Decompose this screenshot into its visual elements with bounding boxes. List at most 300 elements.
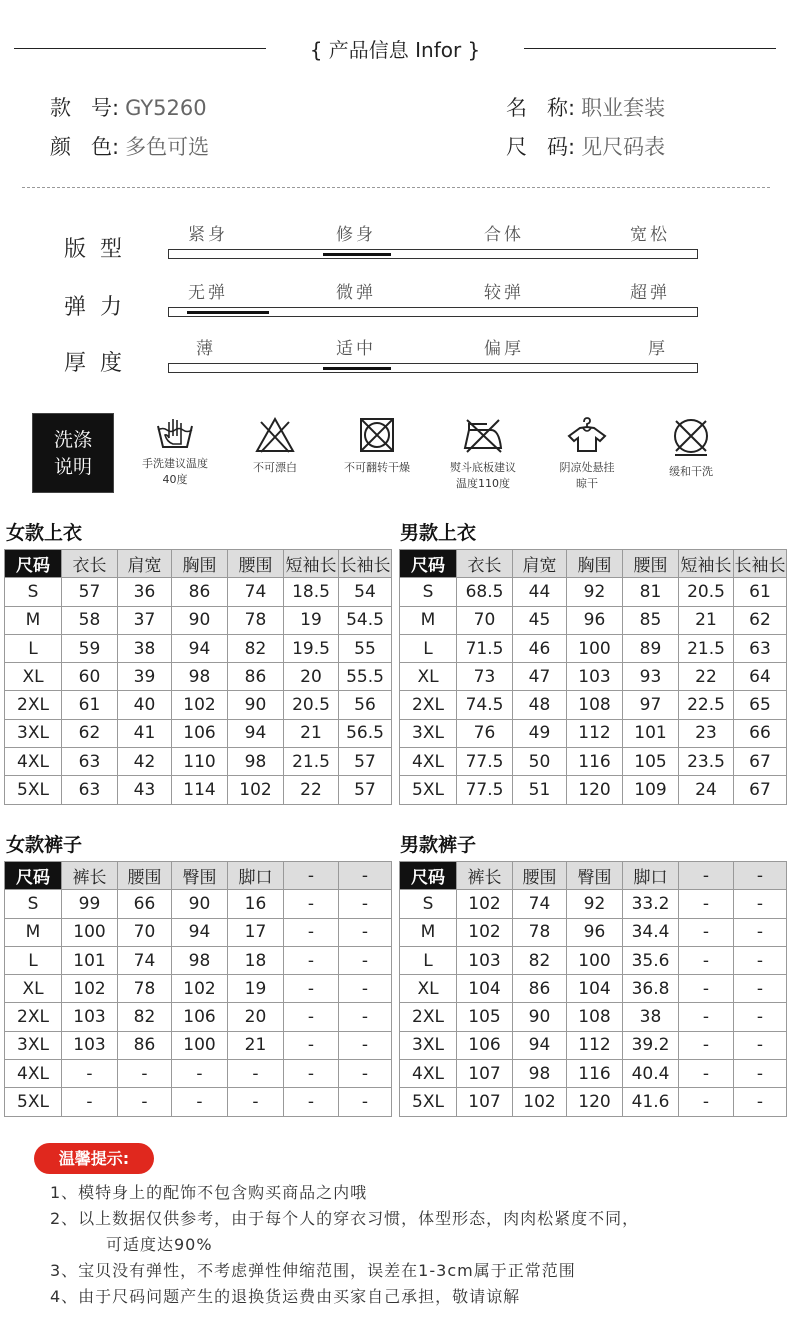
table-row <box>400 1003 787 1031</box>
attr-scale-bar-elasticity <box>168 307 698 317</box>
attr-scale-bar-fit <box>168 249 698 259</box>
hand-wash-icon <box>155 416 195 450</box>
size-label: 尺 码: <box>506 135 576 159</box>
table-cell: 38 <box>623 1003 679 1031</box>
table-cell: 103 <box>567 663 623 691</box>
column-header: 尺码 <box>400 550 457 578</box>
attr-option-fit-2: 合体 <box>484 225 524 245</box>
style-number-label: 款 号: <box>50 96 120 120</box>
table-cell: 109 <box>623 776 679 804</box>
table-cell: 56.5 <box>339 719 392 747</box>
column-header: 短袖长 <box>284 550 339 578</box>
table-row <box>5 918 392 946</box>
table-cell: 57 <box>339 748 392 776</box>
column-header: - <box>339 862 392 890</box>
attr-option-thickness-2: 偏厚 <box>484 339 524 359</box>
attr-label-thickness: 厚度 <box>64 351 137 376</box>
table-cell: 37 <box>118 606 172 634</box>
care-iron-line2: 温度110度 <box>456 477 510 490</box>
table-row <box>5 663 392 691</box>
table-cell: 5XL <box>5 776 62 804</box>
table-cell: 89 <box>623 634 679 662</box>
column-header: 长袖长 <box>734 550 787 578</box>
column-header: 肩宽 <box>118 550 172 578</box>
gentle-dry-clean-icon <box>670 416 712 458</box>
attr-option-elasticity-2: 较弹 <box>484 283 524 303</box>
table-cell: - <box>679 1003 734 1031</box>
women-top-size-table <box>4 549 392 805</box>
table-cell: S <box>400 890 457 918</box>
table-cell: - <box>284 890 339 918</box>
table-cell: 102 <box>457 918 513 946</box>
table-cell: 81 <box>623 578 679 606</box>
table-cell: XL <box>400 975 457 1003</box>
table-cell: - <box>339 1003 392 1031</box>
tip-line-3: 3、宝贝没有弹性，不考虑弹性伸缩范围，误差在1-3cm属于正常范围 <box>50 1261 576 1280</box>
table-cell: 116 <box>567 1060 623 1088</box>
table-cell: 22 <box>284 776 339 804</box>
style-number-row <box>50 92 207 122</box>
table-header-row <box>400 550 787 578</box>
column-header: 尺码 <box>400 862 457 890</box>
table-cell: 44 <box>513 578 567 606</box>
table-cell: - <box>339 1088 392 1116</box>
table-cell: 110 <box>172 748 228 776</box>
table-cell: 114 <box>172 776 228 804</box>
product-name-label: 名 称: <box>506 96 576 120</box>
table-header-row <box>5 862 392 890</box>
table-cell: 57 <box>339 776 392 804</box>
table-cell: 106 <box>172 719 228 747</box>
column-header: 腰围 <box>623 550 679 578</box>
table-cell: 4XL <box>5 1060 62 1088</box>
table-cell: 40.4 <box>623 1060 679 1088</box>
table-row <box>400 975 787 1003</box>
table-cell: - <box>172 1060 228 1088</box>
table-cell: 98 <box>172 663 228 691</box>
table-cell: - <box>228 1060 284 1088</box>
table-row <box>400 946 787 974</box>
table-cell: 103 <box>62 1031 118 1059</box>
table-cell: 102 <box>62 975 118 1003</box>
table-cell: 98 <box>172 946 228 974</box>
table-cell: 59 <box>62 634 118 662</box>
table-row <box>400 776 787 804</box>
table-cell: 94 <box>172 918 228 946</box>
table-cell: 106 <box>457 1031 513 1059</box>
table-cell: 49 <box>513 719 567 747</box>
table-cell: - <box>734 890 787 918</box>
table-cell: 73 <box>457 663 513 691</box>
care-hand-wash-line2: 40度 <box>162 473 188 486</box>
table-row <box>5 1031 392 1059</box>
table-cell: S <box>400 578 457 606</box>
table-row <box>5 634 392 662</box>
table-cell: - <box>679 946 734 974</box>
table-cell: - <box>679 918 734 946</box>
table-cell: 21 <box>284 719 339 747</box>
table-cell: - <box>679 1088 734 1116</box>
column-header: 肩宽 <box>513 550 567 578</box>
table-cell: 36 <box>118 578 172 606</box>
attr-scale-marker-elasticity <box>187 311 269 314</box>
table-cell: 51 <box>513 776 567 804</box>
table-cell: 23 <box>679 719 734 747</box>
care-gentle-dry-clean-line1: 缓和干洗 <box>669 465 713 478</box>
table-cell: 102 <box>457 890 513 918</box>
column-header: 臀围 <box>567 862 623 890</box>
table-cell: 102 <box>172 975 228 1003</box>
table-cell: 55 <box>339 634 392 662</box>
men-pants-size-table <box>399 861 787 1117</box>
care-no-bleach-line1: 不可漂白 <box>253 461 297 474</box>
column-header: - <box>284 862 339 890</box>
table-cell: - <box>284 1003 339 1031</box>
table-cell: 78 <box>513 918 567 946</box>
table-cell: 58 <box>62 606 118 634</box>
care-no-bleach <box>220 416 330 476</box>
attr-option-thickness-1: 适中 <box>336 339 376 359</box>
table-cell: 2XL <box>5 691 62 719</box>
table-cell: 20 <box>228 1003 284 1031</box>
table-cell: - <box>734 1003 787 1031</box>
table-cell: 85 <box>623 606 679 634</box>
column-header: 胸围 <box>172 550 228 578</box>
attr-option-thickness-3: 厚 <box>648 339 668 359</box>
table-cell: 41.6 <box>623 1088 679 1116</box>
table-cell: 34.4 <box>623 918 679 946</box>
table-cell: 50 <box>513 748 567 776</box>
table-cell: 3XL <box>5 1031 62 1059</box>
table-cell: 3XL <box>400 719 457 747</box>
table-cell: 90 <box>172 890 228 918</box>
table-row <box>5 606 392 634</box>
attr-option-elasticity-1: 微弹 <box>336 283 376 303</box>
men-top-title: 男款上衣 <box>400 522 477 544</box>
table-cell: 57 <box>62 578 118 606</box>
section-title: { 产品信息 Infor } <box>309 38 481 62</box>
care-iron-line1: 熨斗底板建议 <box>450 461 516 474</box>
table-cell: 90 <box>513 1003 567 1031</box>
table-cell: 16 <box>228 890 284 918</box>
table-cell: - <box>339 918 392 946</box>
table-cell: 101 <box>623 719 679 747</box>
table-cell: 66 <box>118 890 172 918</box>
table-row <box>5 719 392 747</box>
table-cell: 112 <box>567 719 623 747</box>
care-gentle-dry-clean <box>636 416 746 480</box>
table-cell: 40 <box>118 691 172 719</box>
table-cell: 94 <box>513 1031 567 1059</box>
hang-dry-icon <box>565 416 609 454</box>
table-cell: 54.5 <box>339 606 392 634</box>
table-cell: 82 <box>118 1003 172 1031</box>
table-cell: 21.5 <box>679 634 734 662</box>
table-cell: 19 <box>228 975 284 1003</box>
attr-option-elasticity-3: 超弹 <box>630 283 670 303</box>
column-header: 腰围 <box>118 862 172 890</box>
table-cell: 100 <box>567 634 623 662</box>
table-cell: - <box>734 946 787 974</box>
table-cell: - <box>734 1031 787 1059</box>
table-cell: 20.5 <box>679 578 734 606</box>
table-row <box>400 748 787 776</box>
table-cell: - <box>284 918 339 946</box>
column-header: 长袖长 <box>339 550 392 578</box>
table-cell: 94 <box>228 719 284 747</box>
table-cell: 36.8 <box>623 975 679 1003</box>
table-cell: 86 <box>172 578 228 606</box>
table-header-row <box>400 862 787 890</box>
column-header: 衣长 <box>457 550 513 578</box>
table-row <box>400 1060 787 1088</box>
table-cell: 92 <box>567 578 623 606</box>
column-header: 裤长 <box>457 862 513 890</box>
column-header: 尺码 <box>5 550 62 578</box>
table-cell: 63 <box>62 776 118 804</box>
table-cell: - <box>339 1060 392 1088</box>
table-cell: 4XL <box>400 1060 457 1088</box>
tips-badge: 温馨提示: <box>34 1143 154 1174</box>
care-no-tumble <box>322 416 432 476</box>
care-hang-dry-line2: 晾干 <box>576 477 598 490</box>
table-cell: 18.5 <box>284 578 339 606</box>
table-cell: M <box>400 606 457 634</box>
table-cell: 120 <box>567 1088 623 1116</box>
table-cell: 70 <box>457 606 513 634</box>
table-cell: 86 <box>228 663 284 691</box>
table-cell: 107 <box>457 1060 513 1088</box>
table-cell: 106 <box>172 1003 228 1031</box>
table-cell: 3XL <box>5 719 62 747</box>
table-cell: 61 <box>62 691 118 719</box>
table-cell: M <box>5 606 62 634</box>
table-cell: 2XL <box>400 1003 457 1031</box>
column-header: 短袖长 <box>679 550 734 578</box>
table-cell: 103 <box>457 946 513 974</box>
table-cell: 55.5 <box>339 663 392 691</box>
column-header: 脚口 <box>228 862 284 890</box>
table-cell: 74.5 <box>457 691 513 719</box>
care-title-line1: 洗涤 <box>53 429 92 451</box>
column-header: 脚口 <box>623 862 679 890</box>
care-iron <box>428 416 538 492</box>
table-cell: 99 <box>62 890 118 918</box>
table-cell: 54 <box>339 578 392 606</box>
table-cell: 93 <box>623 663 679 691</box>
table-cell: 68.5 <box>457 578 513 606</box>
table-cell: 107 <box>457 1088 513 1116</box>
table-cell: 120 <box>567 776 623 804</box>
table-cell: - <box>62 1060 118 1088</box>
table-cell: 24 <box>679 776 734 804</box>
size-row <box>506 131 665 161</box>
table-cell: XL <box>5 975 62 1003</box>
table-cell: 103 <box>62 1003 118 1031</box>
table-cell: - <box>679 890 734 918</box>
table-cell: 82 <box>513 946 567 974</box>
table-cell: - <box>172 1088 228 1116</box>
table-cell: 3XL <box>400 1031 457 1059</box>
women-pants-title: 女款裤子 <box>6 834 83 856</box>
table-cell: 48 <box>513 691 567 719</box>
table-row <box>400 1031 787 1059</box>
table-cell: - <box>734 975 787 1003</box>
table-row <box>5 1060 392 1088</box>
table-cell: M <box>400 918 457 946</box>
table-cell: 108 <box>567 691 623 719</box>
no-tumble-dry-icon <box>358 416 396 454</box>
table-cell: 21.5 <box>284 748 339 776</box>
table-cell: L <box>400 946 457 974</box>
table-row <box>5 748 392 776</box>
table-cell: 5XL <box>400 1088 457 1116</box>
attr-option-fit-1: 修身 <box>336 225 376 245</box>
table-row <box>5 776 392 804</box>
table-cell: 22 <box>679 663 734 691</box>
column-header: 臀围 <box>172 862 228 890</box>
table-cell: 82 <box>228 634 284 662</box>
table-cell: 97 <box>623 691 679 719</box>
table-cell: 98 <box>513 1060 567 1088</box>
table-cell: - <box>679 1060 734 1088</box>
table-row <box>400 634 787 662</box>
product-name-value: 职业套装 <box>581 96 666 120</box>
tip-line-2-cont: 可适度达90% <box>106 1235 213 1254</box>
table-cell: 78 <box>118 975 172 1003</box>
table-cell: - <box>339 946 392 974</box>
attr-label-elasticity: 弹力 <box>64 295 137 320</box>
table-cell: - <box>118 1060 172 1088</box>
table-row <box>5 975 392 1003</box>
table-cell: 62 <box>734 606 787 634</box>
table-cell: 60 <box>62 663 118 691</box>
table-row <box>400 890 787 918</box>
table-cell: 35.6 <box>623 946 679 974</box>
table-cell: 102 <box>513 1088 567 1116</box>
table-cell: - <box>284 1060 339 1088</box>
table-row <box>5 691 392 719</box>
table-cell: 105 <box>623 748 679 776</box>
table-cell: 2XL <box>5 1003 62 1031</box>
table-cell: - <box>734 1088 787 1116</box>
care-hang-dry <box>532 416 642 492</box>
table-cell: 4XL <box>5 748 62 776</box>
table-cell: 74 <box>118 946 172 974</box>
color-label: 颜 色: <box>50 135 120 159</box>
table-cell: XL <box>5 663 62 691</box>
column-header: 裤长 <box>62 862 118 890</box>
care-no-tumble-line1: 不可翻转干燥 <box>344 461 410 474</box>
women-top-title: 女款上衣 <box>6 522 83 544</box>
table-cell: 112 <box>567 1031 623 1059</box>
table-cell: 2XL <box>400 691 457 719</box>
table-cell: - <box>62 1088 118 1116</box>
attr-scale-bar-thickness <box>168 363 698 373</box>
table-cell: - <box>339 890 392 918</box>
table-cell: - <box>734 918 787 946</box>
care-hand-wash-line1: 手洗建议温度 <box>142 457 208 470</box>
table-cell: 76 <box>457 719 513 747</box>
table-cell: 66 <box>734 719 787 747</box>
table-cell: - <box>339 975 392 1003</box>
table-row <box>5 1088 392 1116</box>
table-cell: 56 <box>339 691 392 719</box>
men-top-size-table <box>399 549 787 805</box>
table-cell: 20.5 <box>284 691 339 719</box>
care-hang-dry-line1: 阴凉处悬挂 <box>559 461 615 474</box>
table-cell: 41 <box>118 719 172 747</box>
product-name-row <box>506 92 665 122</box>
care-title <box>32 413 114 493</box>
attr-option-fit-3: 宽松 <box>630 225 670 245</box>
table-cell: L <box>400 634 457 662</box>
attr-option-fit-0: 紧身 <box>188 225 228 245</box>
table-cell: 5XL <box>400 776 457 804</box>
table-cell: 19.5 <box>284 634 339 662</box>
table-cell: 96 <box>567 918 623 946</box>
table-cell: 4XL <box>400 748 457 776</box>
style-number-value: GY5260 <box>125 96 207 120</box>
column-header: 胸围 <box>567 550 623 578</box>
table-row <box>400 691 787 719</box>
table-cell: 45 <box>513 606 567 634</box>
table-row <box>400 719 787 747</box>
table-cell: 63 <box>62 748 118 776</box>
table-cell: 63 <box>734 634 787 662</box>
table-row <box>5 946 392 974</box>
attr-option-elasticity-0: 无弹 <box>188 283 228 303</box>
table-cell: 33.2 <box>623 890 679 918</box>
table-row <box>5 1003 392 1031</box>
table-cell: S <box>5 578 62 606</box>
table-cell: 100 <box>567 946 623 974</box>
table-cell: 104 <box>457 975 513 1003</box>
tip-line-2: 2、以上数据仅供参考，由于每个人的穿衣习惯，体型形态，肉肉松紧度不同， <box>50 1209 640 1228</box>
table-cell: 104 <box>567 975 623 1003</box>
table-cell: 21 <box>228 1031 284 1059</box>
table-cell: 101 <box>62 946 118 974</box>
table-cell: - <box>284 1088 339 1116</box>
column-header: 腰围 <box>513 862 567 890</box>
table-cell: - <box>284 946 339 974</box>
table-cell: - <box>228 1088 284 1116</box>
table-cell: L <box>5 946 62 974</box>
table-cell: 20 <box>284 663 339 691</box>
table-cell: 92 <box>567 890 623 918</box>
table-cell: - <box>284 975 339 1003</box>
table-cell: 100 <box>172 1031 228 1059</box>
column-header: 腰围 <box>228 550 284 578</box>
table-cell: 21 <box>679 606 734 634</box>
attr-option-thickness-0: 薄 <box>196 339 216 359</box>
care-title-line2: 说明 <box>53 456 92 478</box>
attr-scale-marker-fit <box>323 253 391 256</box>
iron-icon <box>461 416 505 454</box>
care-hand-wash <box>120 416 230 488</box>
table-cell: 77.5 <box>457 748 513 776</box>
table-cell: 46 <box>513 634 567 662</box>
table-cell: 74 <box>228 578 284 606</box>
attr-scale-marker-thickness <box>323 367 391 370</box>
color-value: 多色可选 <box>125 135 210 159</box>
table-cell: L <box>5 634 62 662</box>
column-header: 尺码 <box>5 862 62 890</box>
table-cell: 102 <box>228 776 284 804</box>
table-cell: XL <box>400 663 457 691</box>
table-row <box>5 890 392 918</box>
table-cell: 39.2 <box>623 1031 679 1059</box>
